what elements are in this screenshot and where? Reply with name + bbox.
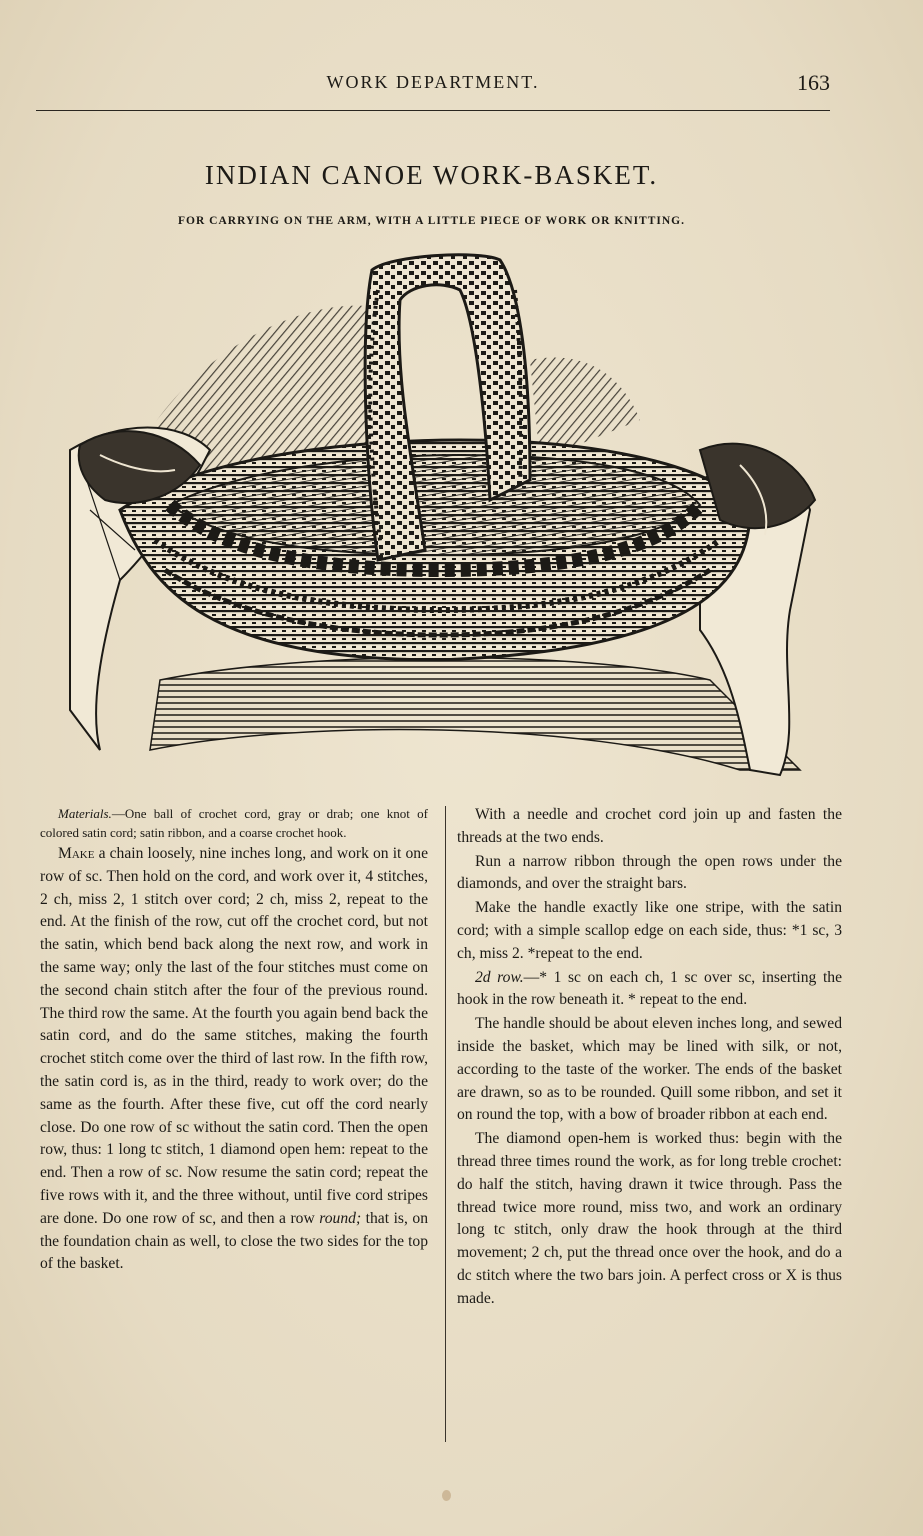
materials-label: Materials. — [58, 806, 112, 821]
paragraph-ribbon: Run a narrow ribbon through the open rows under the diamonds, and over the straight bars. — [457, 852, 842, 893]
left-column — [40, 804, 428, 1277]
materials-paragraph — [40, 804, 428, 842]
article-subtitle: FOR CARRYING ON THE ARM, WITH A LITTLE PIECE OF WORK OR KNITTING. — [178, 215, 685, 227]
running-title: WORK DEPARTMENT. — [326, 72, 540, 92]
paragraph-diamond-hem: The diamond open-hem is worked thus: begin with the thread three times round the work, as for long treble crochet: do half the stitch, having drawn it twice through. Pass the thread twice more round, miss two, and work an ordinary long tc stitch, only draw the hook through at the third movement; 2 ch, put the thread once over the hook, and do a dc stitch where the two bars join. A perfect cross or X is thus made. — [457, 1130, 842, 1307]
running-head — [36, 70, 830, 100]
instructions-text: a chain loosely, nine inches long, and work on it one row of sc. Then hold on the cord, and work over it, 4 stitches, 2 ch, miss 2, 1 stitch over cord; 2 ch, miss 2, repeat to the end. At the finish of the row, cut off the crochet cord, but not the satin, which bend back along the next row, and work in the same way; only the last of the four stitches must come on the second chain stitch after the four of the previous round. The third row the same. At the fourth you again bend back the satin cord, and do the same stitches, making the fourth crochet stitch come over the third of last row. In the fifth row, the satin cord is, as in the third, ready to work over; do the same as the fourth. After these five, cut off the cord nearly close. Do one row of sc without the satin cord. Then the open row, thus: 1 long tc stitch, 1 diamond open hem: repeat to the end. Then a row of sc. Now resume the satin cord; repeat the five rows with it, and the three without, until five cord stripes are done. Do one row of sc, and then a row — [40, 845, 428, 1227]
column-divider — [445, 806, 446, 1442]
paper-stain — [442, 1490, 451, 1501]
materials-text: —One ball of crochet cord, gray or drab; one knot of colored satin cord; satin ribbon, and a coarse crochet hook. — [40, 806, 428, 840]
paragraph-join: With a needle and crochet cord join up and fasten the threads at the two ends. — [457, 806, 842, 846]
article-title: INDIAN CANOE WORK-BASKET. — [204, 160, 659, 190]
page-number: 163 — [797, 70, 830, 95]
second-row-label: 2d row. — [475, 968, 524, 986]
second-row-text: —* 1 sc on each ch, 1 sc over sc, inserting the hook in the row beneath it. * repeat to the end. — [457, 968, 842, 1009]
drop-lead-word: Make — [58, 845, 95, 862]
basket-engraving-icon — [60, 250, 820, 780]
instructions-end: that is, on the foundation chain as well, to close the two sides for the top of the basket. — [40, 1209, 428, 1273]
header-rule — [36, 110, 830, 111]
right-column — [457, 804, 842, 1312]
paragraph-handle-length: The handle should be about eleven inches long, and sewed inside the basket, which may be lined with silk, or not, according to the taste of the worker. The ends of the basket are drawn, so as to be rounded. Quill some ribbon, and set it on round the top, with a bow of broader ribbon at each end. — [457, 1015, 842, 1124]
paragraph-handle: Make the handle exactly like one stripe, with the satin cord; with a simple scallop edge on each side, thus: *1 sc, 3 ch, miss 2. *repeat to the end. — [457, 899, 842, 962]
paragraph-second-row — [457, 967, 842, 1013]
instructions-round: round; — [319, 1209, 362, 1227]
instructions-paragraph — [40, 843, 428, 1276]
